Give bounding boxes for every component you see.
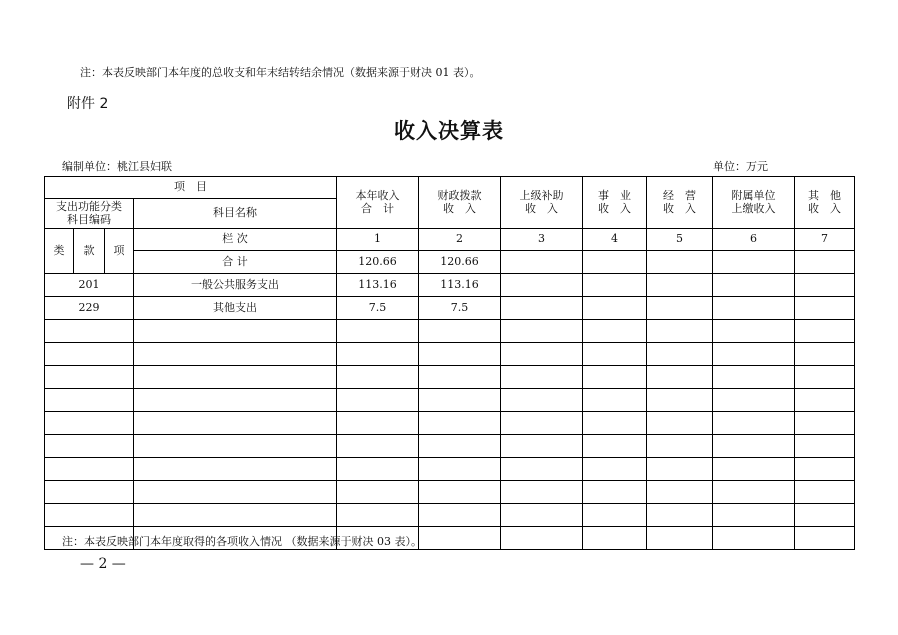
row-name: 其他支出 <box>134 297 337 320</box>
col-no-2: 2 <box>419 229 501 251</box>
row-total-income: 113.16 <box>337 274 419 297</box>
table-row <box>45 297 855 320</box>
bottom-note: 注：本表反映部门本年度取得的各项收入情况 （数据来源于财决 03 表）。 <box>62 535 422 548</box>
empty-row <box>45 435 855 458</box>
row-fiscal: 7.5 <box>419 297 501 320</box>
attachment-label: 附件 2 <box>67 96 109 112</box>
empty-row <box>45 458 855 481</box>
header-code-group: 支出功能分类 科目编码 <box>45 199 134 229</box>
prepared-by: 编制单位：桃江县妇联 <box>62 160 172 173</box>
unit-label: 单位：万元 <box>713 160 768 173</box>
total-row <box>45 251 855 274</box>
empty-row <box>45 412 855 435</box>
col-no-3: 3 <box>501 229 583 251</box>
page-title: 收入决算表 <box>394 118 504 143</box>
empty-row <box>45 320 855 343</box>
row-fiscal: 113.16 <box>419 274 501 297</box>
col-no-7: 7 <box>795 229 855 251</box>
header-class: 类 <box>45 229 74 274</box>
header-col-5: 经 营 收 入 <box>647 177 713 229</box>
col-no-4: 4 <box>583 229 647 251</box>
header-col-3: 上级补助 收 入 <box>501 177 583 229</box>
total-label: 合 计 <box>134 251 337 274</box>
row-name: 一般公共服务支出 <box>134 274 337 297</box>
top-note: 注：本表反映部门本年度的总收支和年末结转结余情况（数据来源于财决 01 表）。 <box>80 66 481 79</box>
header-col-6: 附属单位 上缴收入 <box>713 177 795 229</box>
empty-row <box>45 366 855 389</box>
header-item: 项 目 <box>45 177 337 199</box>
income-table <box>44 176 855 550</box>
total-income-total: 120.66 <box>337 251 419 274</box>
header-col-7: 其 他 收 入 <box>795 177 855 229</box>
empty-row <box>45 389 855 412</box>
header-col-4: 事 业 收 入 <box>583 177 647 229</box>
header-sub-item: 项 <box>105 229 134 274</box>
header-col-1: 本年收入 合 计 <box>337 177 419 229</box>
empty-row <box>45 504 855 527</box>
row-total-income: 7.5 <box>337 297 419 320</box>
table-row <box>45 274 855 297</box>
col-no-5: 5 <box>647 229 713 251</box>
col-no-6: 6 <box>713 229 795 251</box>
header-col-2: 财政拨款 收 入 <box>419 177 501 229</box>
page-number: — 2 — <box>80 556 126 572</box>
col-no-1: 1 <box>337 229 419 251</box>
empty-row <box>45 481 855 504</box>
row-code: 229 <box>45 297 134 320</box>
header-column-no: 栏 次 <box>134 229 337 251</box>
empty-row <box>45 343 855 366</box>
total-fiscal: 120.66 <box>419 251 501 274</box>
header-subject-name: 科目名称 <box>134 199 337 229</box>
row-code: 201 <box>45 274 134 297</box>
header-section: 款 <box>74 229 105 274</box>
